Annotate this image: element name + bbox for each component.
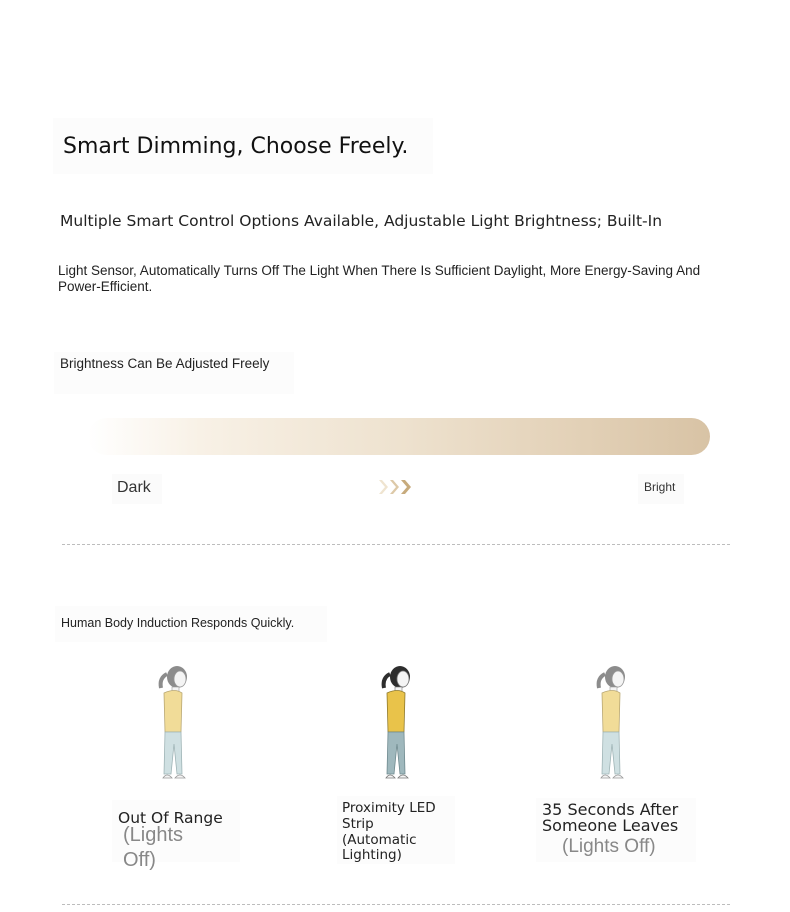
bright-label: Bright (638, 474, 684, 504)
standing-person-icon (155, 660, 195, 794)
brightness-label: Brightness Can Be Adjusted Freely (54, 352, 294, 394)
triple-chevron-right-icon (376, 478, 418, 496)
state-2-caption-box (337, 796, 455, 864)
standing-person-icon (593, 660, 633, 794)
state-3-caption: 35 Seconds After Someone Leaves (542, 800, 679, 835)
induction-label: Human Body Induction Responds Quickly. (55, 606, 327, 642)
state-3-caption-box (536, 798, 696, 862)
subtitle-line-1: Multiple Smart Control Options Available, Adjustable Light Brightness; Built-In (60, 212, 663, 230)
state-3-detail: (Lights Off) (562, 836, 656, 857)
state-1-caption-box (112, 800, 240, 871)
state-2-caption: Proximity LED Strip (Automatic Lighting) (342, 800, 436, 864)
standing-person-icon (378, 660, 418, 794)
divider (62, 904, 730, 905)
page-title: Smart Dimming, Choose Freely. (53, 118, 433, 174)
state-1-caption: Out Of Range (118, 809, 223, 827)
divider (62, 544, 730, 545)
state-1-detail: (Lights Off) (123, 824, 184, 871)
brightness-gradient-bar (88, 418, 710, 455)
dark-label: Dark (112, 474, 162, 504)
subtitle-line-2: Light Sensor, Automatically Turns Off The Light When There Is Sufficient Daylight, More Energy-Saving And Power-Efficient. (58, 263, 701, 294)
